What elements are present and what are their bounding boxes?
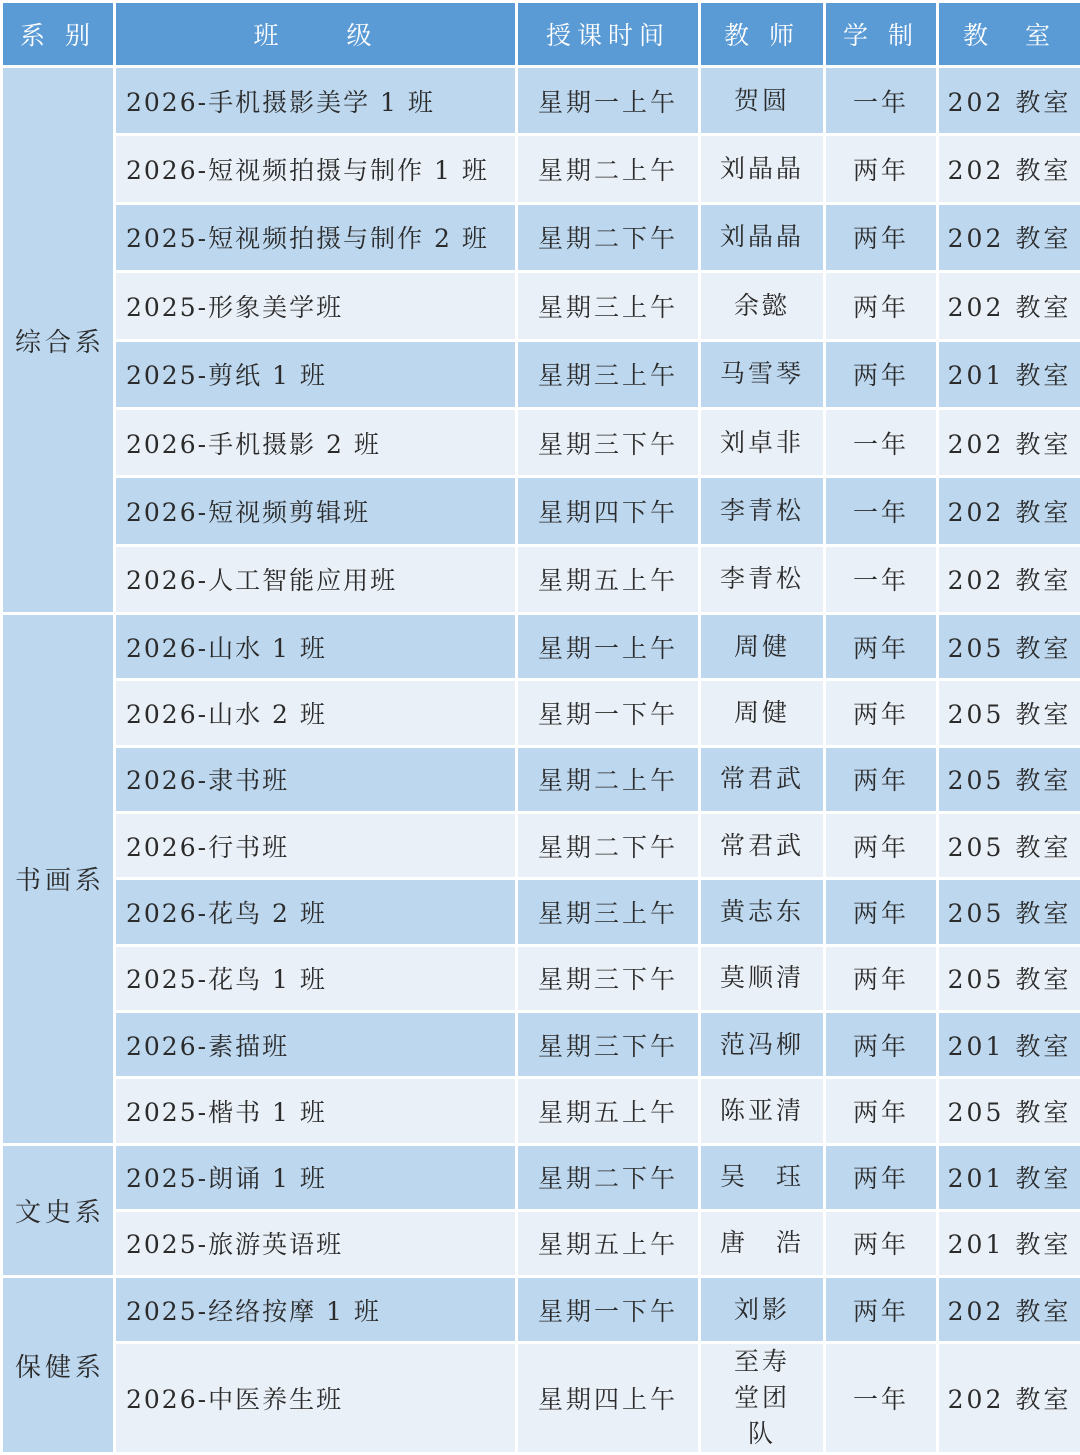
class-time-cell: 星期二下午 bbox=[517, 203, 700, 271]
table-row bbox=[2, 746, 1080, 812]
class-time-cell: 星期四下午 bbox=[517, 477, 700, 545]
classroom-cell: 205 教室 bbox=[938, 614, 1080, 680]
class-name-cell: 2026-手机摄影 2 班 bbox=[115, 408, 517, 476]
header-row bbox=[2, 2, 1080, 67]
classroom-cell: 205 教室 bbox=[938, 746, 1080, 812]
class-time-cell: 星期五上午 bbox=[517, 1210, 700, 1276]
class-name-cell: 2026-人工智能应用班 bbox=[115, 545, 517, 613]
class-name-cell: 2025-旅游英语班 bbox=[115, 1210, 517, 1276]
header-department: 系 别 bbox=[2, 2, 115, 67]
class-name-cell: 2026-行书班 bbox=[115, 813, 517, 879]
class-name-cell: 2026-花鸟 2 班 bbox=[115, 879, 517, 945]
department-cell: 书画系 bbox=[2, 614, 115, 1144]
class-name-cell: 2026-短视频拍摄与制作 1 班 bbox=[115, 135, 517, 203]
table-row bbox=[2, 340, 1080, 408]
table-row bbox=[2, 545, 1080, 613]
table-row bbox=[2, 813, 1080, 879]
classroom-cell: 201 教室 bbox=[938, 1210, 1080, 1276]
table-row bbox=[2, 614, 1080, 680]
duration-cell: 两年 bbox=[825, 879, 938, 945]
class-name-cell: 2026-短视频剪辑班 bbox=[115, 477, 517, 545]
class-time-cell: 星期一上午 bbox=[517, 614, 700, 680]
table-row bbox=[2, 1144, 1080, 1210]
duration-cell: 两年 bbox=[825, 945, 938, 1011]
duration-cell: 两年 bbox=[825, 1277, 938, 1343]
class-name-cell: 2026-山水 1 班 bbox=[115, 614, 517, 680]
class-name-cell: 2026-素描班 bbox=[115, 1011, 517, 1077]
classroom-cell: 205 教室 bbox=[938, 813, 1080, 879]
department-cell: 文史系 bbox=[2, 1144, 115, 1277]
class-time-cell: 星期三上午 bbox=[517, 272, 700, 340]
class-time-cell: 星期一上午 bbox=[517, 67, 700, 135]
duration-cell: 一年 bbox=[825, 67, 938, 135]
table-row bbox=[2, 408, 1080, 476]
table-body bbox=[2, 67, 1080, 1454]
class-time-cell: 星期四上午 bbox=[517, 1343, 700, 1454]
class-time-cell: 星期二上午 bbox=[517, 135, 700, 203]
teacher-cell: 李青松 bbox=[700, 477, 825, 545]
duration-cell: 两年 bbox=[825, 272, 938, 340]
class-time-cell: 星期二下午 bbox=[517, 1144, 700, 1210]
class-name-cell: 2025-经络按摩 1 班 bbox=[115, 1277, 517, 1343]
classroom-cell: 205 教室 bbox=[938, 945, 1080, 1011]
duration-cell: 两年 bbox=[825, 1078, 938, 1144]
class-time-cell: 星期五上午 bbox=[517, 1078, 700, 1144]
class-name-cell: 2026-手机摄影美学 1 班 bbox=[115, 67, 517, 135]
header-duration: 学 制 bbox=[825, 2, 938, 67]
class-time-cell: 星期二上午 bbox=[517, 746, 700, 812]
header-time: 授课时间 bbox=[517, 2, 700, 67]
duration-cell: 两年 bbox=[825, 203, 938, 271]
teacher-cell: 余懿 bbox=[700, 272, 825, 340]
teacher-cell: 至寿堂团队 bbox=[700, 1343, 825, 1454]
classroom-cell: 201 教室 bbox=[938, 1144, 1080, 1210]
class-name-cell: 2025-形象美学班 bbox=[115, 272, 517, 340]
table-row bbox=[2, 879, 1080, 945]
duration-cell: 两年 bbox=[825, 813, 938, 879]
teacher-cell: 常君武 bbox=[700, 813, 825, 879]
class-time-cell: 星期二下午 bbox=[517, 813, 700, 879]
class-name-cell: 2025-剪纸 1 班 bbox=[115, 340, 517, 408]
class-time-cell: 星期三上午 bbox=[517, 879, 700, 945]
classroom-cell: 205 教室 bbox=[938, 879, 1080, 945]
teacher-cell: 周健 bbox=[700, 614, 825, 680]
table-row bbox=[2, 203, 1080, 271]
teacher-cell: 吴 珏 bbox=[700, 1144, 825, 1210]
duration-cell: 两年 bbox=[825, 680, 938, 746]
class-name-cell: 2025-短视频拍摄与制作 2 班 bbox=[115, 203, 517, 271]
class-name-cell: 2026-中医养生班 bbox=[115, 1343, 517, 1454]
duration-cell: 两年 bbox=[825, 614, 938, 680]
teacher-cell: 陈亚清 bbox=[700, 1078, 825, 1144]
classroom-cell: 202 教室 bbox=[938, 408, 1080, 476]
class-time-cell: 星期一下午 bbox=[517, 680, 700, 746]
teacher-cell: 常君武 bbox=[700, 746, 825, 812]
teacher-cell: 刘晶晶 bbox=[700, 203, 825, 271]
class-time-cell: 星期三下午 bbox=[517, 408, 700, 476]
table-row bbox=[2, 272, 1080, 340]
classroom-cell: 201 教室 bbox=[938, 340, 1080, 408]
class-name-cell: 2025-朗诵 1 班 bbox=[115, 1144, 517, 1210]
class-time-cell: 星期一下午 bbox=[517, 1277, 700, 1343]
duration-cell: 两年 bbox=[825, 1011, 938, 1077]
duration-cell: 两年 bbox=[825, 340, 938, 408]
class-name-cell: 2025-楷书 1 班 bbox=[115, 1078, 517, 1144]
teacher-cell: 李青松 bbox=[700, 545, 825, 613]
classroom-cell: 202 教室 bbox=[938, 203, 1080, 271]
classroom-cell: 205 教室 bbox=[938, 680, 1080, 746]
class-time-cell: 星期三上午 bbox=[517, 340, 700, 408]
teacher-cell: 莫顺清 bbox=[700, 945, 825, 1011]
duration-cell: 两年 bbox=[825, 135, 938, 203]
department-cell: 保健系 bbox=[2, 1277, 115, 1454]
classroom-cell: 205 教室 bbox=[938, 1078, 1080, 1144]
duration-cell: 一年 bbox=[825, 1343, 938, 1454]
class-name-cell: 2025-花鸟 1 班 bbox=[115, 945, 517, 1011]
table-row bbox=[2, 1343, 1080, 1454]
table-row bbox=[2, 1210, 1080, 1276]
table-row bbox=[2, 1011, 1080, 1077]
teacher-cell: 刘晶晶 bbox=[700, 135, 825, 203]
department-cell: 综合系 bbox=[2, 67, 115, 614]
duration-cell: 一年 bbox=[825, 477, 938, 545]
teacher-cell: 刘影 bbox=[700, 1277, 825, 1343]
class-name-cell: 2026-隶书班 bbox=[115, 746, 517, 812]
teacher-cell: 周健 bbox=[700, 680, 825, 746]
classroom-cell: 202 教室 bbox=[938, 135, 1080, 203]
class-name-cell: 2026-山水 2 班 bbox=[115, 680, 517, 746]
teacher-cell: 刘卓非 bbox=[700, 408, 825, 476]
teacher-cell: 马雪琴 bbox=[700, 340, 825, 408]
teacher-cell: 贺圆 bbox=[700, 67, 825, 135]
class-time-cell: 星期三下午 bbox=[517, 1011, 700, 1077]
classroom-cell: 202 教室 bbox=[938, 545, 1080, 613]
header-teacher: 教 师 bbox=[700, 2, 825, 67]
classroom-cell: 202 教室 bbox=[938, 477, 1080, 545]
header-class: 班 级 bbox=[115, 2, 517, 67]
duration-cell: 一年 bbox=[825, 408, 938, 476]
table-row bbox=[2, 945, 1080, 1011]
table-row bbox=[2, 477, 1080, 545]
table-row bbox=[2, 1277, 1080, 1343]
class-time-cell: 星期五上午 bbox=[517, 545, 700, 613]
classroom-cell: 201 教室 bbox=[938, 1011, 1080, 1077]
duration-cell: 一年 bbox=[825, 545, 938, 613]
teacher-cell: 范冯柳 bbox=[700, 1011, 825, 1077]
duration-cell: 两年 bbox=[825, 1210, 938, 1276]
classroom-cell: 202 教室 bbox=[938, 272, 1080, 340]
table-row bbox=[2, 680, 1080, 746]
classroom-cell: 202 教室 bbox=[938, 1277, 1080, 1343]
teacher-cell: 黄志东 bbox=[700, 879, 825, 945]
teacher-cell: 唐 浩 bbox=[700, 1210, 825, 1276]
header-room: 教 室 bbox=[938, 2, 1080, 67]
table-row bbox=[2, 135, 1080, 203]
duration-cell: 两年 bbox=[825, 746, 938, 812]
class-time-cell: 星期三下午 bbox=[517, 945, 700, 1011]
table-row bbox=[2, 1078, 1080, 1144]
classroom-cell: 202 教室 bbox=[938, 67, 1080, 135]
duration-cell: 两年 bbox=[825, 1144, 938, 1210]
table-row bbox=[2, 67, 1080, 135]
classroom-cell: 202 教室 bbox=[938, 1343, 1080, 1454]
